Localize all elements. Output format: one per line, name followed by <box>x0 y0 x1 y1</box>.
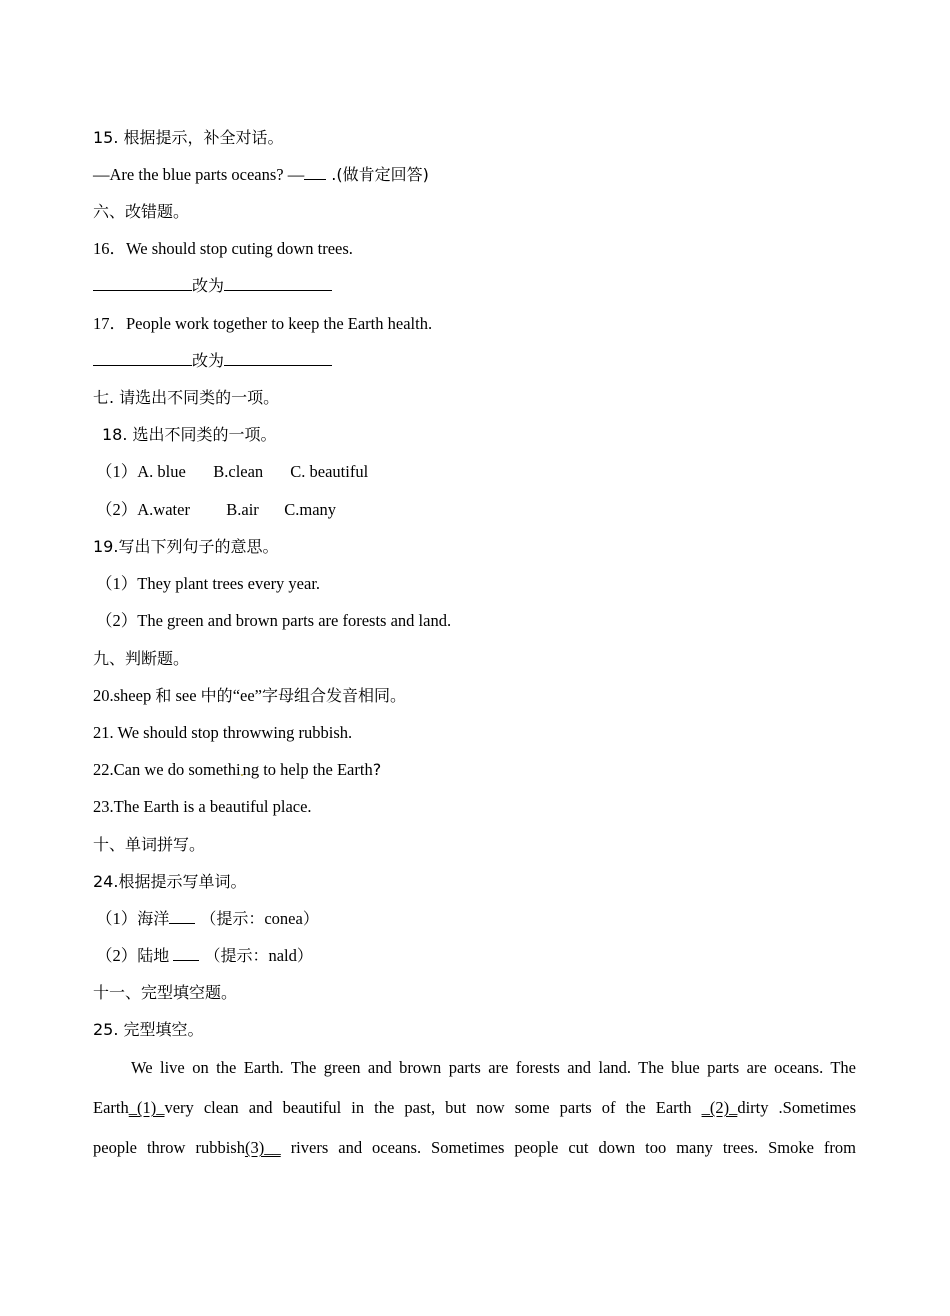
q20-rest: 中的 <box>200 686 233 705</box>
q16-correction-row <box>93 275 332 297</box>
section-11-heading: 十一、完型填空题。 <box>93 983 238 1002</box>
q24-title-text: 24.根据提示写单词。 <box>93 872 247 891</box>
q19-item-1 <box>96 573 320 595</box>
section-10-heading: 十、单词拼写。 <box>93 835 206 854</box>
cloze-line-3-c: rivers and oceans. Sometimes people cut down too many trees. Smoke from <box>280 1138 856 1157</box>
cloze-line-2 <box>93 1088 856 1128</box>
section-9-heading: 九、判断题。 <box>93 649 190 668</box>
q18-item-1-option-c: C. beautiful <box>290 462 369 481</box>
q19-item-2-text: The green and brown parts are forests and land. <box>137 611 452 630</box>
q22-statement <box>93 759 381 781</box>
q17-right-blank[interactable] <box>224 351 332 366</box>
cloze-line-3-a: people throw rubbish <box>93 1138 245 1157</box>
q16-change-label: 改为 <box>192 276 225 295</box>
q22-qmark: ? <box>372 760 382 779</box>
q24-item-1-close: ） <box>302 909 319 928</box>
cloze-blank-1[interactable]: _(1)_ <box>128 1098 165 1117</box>
q16-sentence: 16．We should stop cuting down trees. <box>93 239 353 258</box>
q17-wrong-blank[interactable] <box>93 351 192 366</box>
q18-item-1 <box>96 461 368 483</box>
q24-item-2-close: ） <box>296 946 313 965</box>
q18-item-1-option-a: A. blue <box>137 462 186 481</box>
q24-item-1-hint: conea <box>264 909 303 928</box>
q17-change-label: 改为 <box>192 351 225 370</box>
cloze-line-2-c: dirty .Sometimes <box>737 1098 857 1117</box>
cloze-line-3 <box>93 1128 856 1168</box>
q17-sentence: 17．People work together to keep the Earth health. <box>93 314 433 333</box>
q23-statement: 23.The Earth is a beautiful place. <box>93 797 312 816</box>
q24-item-1-blank[interactable] <box>169 909 195 924</box>
q24-item-2-blank[interactable] <box>173 946 199 961</box>
q20-statement <box>93 685 406 707</box>
cloze-blank-2[interactable]: _(2)_ <box>701 1098 738 1117</box>
q24-item-2-word: 陆地 <box>137 946 170 965</box>
cloze-passage <box>93 1048 856 1168</box>
q18-item-2-num: （2） <box>96 500 138 519</box>
q25-title <box>93 1019 204 1041</box>
q19-item-1-num: （1） <box>96 574 138 593</box>
q24-item-2-num: （2） <box>96 946 138 965</box>
q16-right-blank[interactable] <box>224 276 332 291</box>
q19-item-2 <box>96 610 451 632</box>
q18-item-2 <box>96 499 336 521</box>
q18-item-2-option-b: B.air <box>226 500 259 519</box>
q24-item-2 <box>96 945 313 967</box>
q24-title <box>93 871 246 893</box>
q19-item-1-text: They plant trees every year. <box>137 574 321 593</box>
cloze-line-2-b: very clean and beautiful in the past, but now some parts of the Earth <box>164 1098 702 1117</box>
q20-mid: see <box>171 686 201 705</box>
q24-item-1 <box>96 908 319 930</box>
q21-statement: 21. We should stop throwwing rubbish. <box>93 723 353 742</box>
q18-item-2-option-a: A.water <box>137 500 190 519</box>
q15-question <box>93 164 429 186</box>
q24-item-1-word: 海洋 <box>137 909 170 928</box>
q20-he: 和 <box>155 686 172 705</box>
q15-question-text: —Are the blue parts oceans? — <box>93 165 305 184</box>
q18-item-1-option-b: B.clean <box>213 462 264 481</box>
q24-item-1-hint-label: （提示： <box>195 909 265 928</box>
q19-title <box>93 536 278 558</box>
q24-item-2-hint-label: （提示： <box>199 946 269 965</box>
cloze-line-2-a: Earth <box>93 1098 129 1117</box>
cloze-blank-3[interactable]: (3)__ <box>244 1138 281 1157</box>
q19-item-2-num: （2） <box>96 611 138 630</box>
section-7-heading: 七. 请选出不同类的一项。 <box>93 388 280 407</box>
q24-item-2-hint: nald <box>268 946 297 965</box>
section-6-heading: 六、改错题。 <box>93 202 190 221</box>
q18-title-text: 18. 选出不同类的一项。 <box>102 425 277 444</box>
q16-wrong-blank[interactable] <box>93 276 192 291</box>
q18-item-2-option-c: C.many <box>284 500 337 519</box>
q20-prefix: 20.sheep <box>93 686 156 705</box>
q17-correction-row <box>93 350 332 372</box>
q15-title <box>93 127 284 149</box>
q19-title-text: 19.写出下列句子的意思。 <box>93 537 279 556</box>
q15-hint: .(做肯定回答) <box>326 165 429 184</box>
q15-title-text: 15. 根据提示，补全对话。 <box>93 128 284 147</box>
q18-item-1-num: （1） <box>96 462 138 481</box>
q24-item-1-num: （1） <box>96 909 138 928</box>
q22-after: ng to help the Earth <box>242 760 373 779</box>
cloze-line-1: We live on the Earth. The green and brown parts are forests and land. The blue parts are oceans. The <box>131 1058 856 1077</box>
q20-ee: “ee” <box>232 686 262 705</box>
q18-title <box>102 424 277 446</box>
q20-tail: 字母组合发音相同。 <box>261 686 406 705</box>
q25-title-text: 25. 完型填空。 <box>93 1020 204 1039</box>
q15-answer-blank[interactable] <box>304 165 326 180</box>
q22-before: 22.Can we do somethi <box>93 760 241 779</box>
